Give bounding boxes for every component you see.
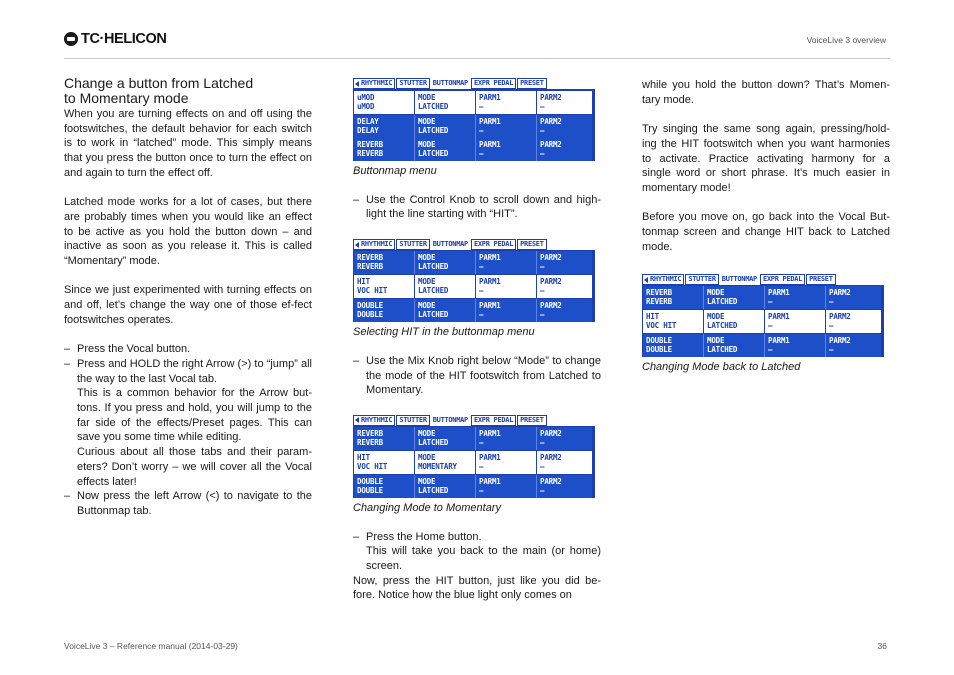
lcd-row — [354, 138, 592, 161]
lcd-cell: DOUBLE DOUBLE — [354, 475, 415, 498]
lcd-cell: PARM1 – — [765, 286, 826, 309]
lcd-tab: STUTTER — [396, 239, 429, 250]
lcd-tab: RHYTHMIC — [353, 239, 395, 250]
lcd-cell: MODE LATCHED — [415, 115, 476, 138]
list-item-note: Curious about all those tabs and their param-eters? Don’t worry – we will cover all the Vocal effects later! — [77, 446, 312, 488]
lcd-cell: MODE LATCHED — [415, 91, 476, 114]
step-list — [353, 530, 601, 574]
lcd-tab: STUTTER — [396, 415, 429, 426]
lcd-cell: DELAY DELAY — [354, 115, 415, 138]
lcd-cell: REVERB REVERB — [354, 427, 415, 450]
list-item: – Use the Control Knob to scroll down and high-light the line starting with “HIT”. — [353, 193, 601, 222]
lcd-screenshot-hit-selected — [353, 239, 595, 322]
figure-caption: Changing Mode back to Latched — [642, 361, 801, 374]
lcd-tab: BUTTONMAP — [432, 415, 468, 424]
page-number: 36 — [877, 641, 887, 651]
lcd-row — [643, 286, 881, 309]
column-1 — [64, 76, 312, 519]
lcd-cell: MODE LATCHED — [704, 334, 765, 357]
lcd-cell: REVERB REVERB — [354, 138, 415, 161]
lcd-tab: STUTTER — [685, 274, 718, 285]
paragraph: Since we just experimented with turning effects on and off, let’s change the way one of those ef-fect footswitches operates. — [64, 284, 312, 326]
lcd-cell: MODE LATCHED — [415, 251, 476, 274]
lcd-cell: PARM2 – — [540, 428, 562, 447]
lcd-tab: EXPR PEDAL — [471, 415, 516, 426]
lcd-cell: PARM2 – — [540, 93, 562, 111]
lcd-row — [354, 299, 592, 322]
lcd-screenshot-momentary — [353, 415, 595, 498]
lcd-rows — [353, 251, 595, 322]
lcd-tab: EXPR PEDAL — [471, 78, 516, 89]
lcd-tab: EXPR PEDAL — [760, 274, 805, 285]
lcd-cell: HIT VOC HIT — [354, 275, 415, 298]
lcd-screenshot-buttonmap — [353, 78, 595, 161]
running-header: VoiceLive 3 overview — [806, 35, 886, 45]
figure-caption: Buttonmap menu — [353, 165, 437, 177]
paragraph: Now, press the HIT button, just like you did be-fore. Notice how the blue light only comes on — [353, 574, 601, 602]
lcd-tab-bar — [642, 274, 884, 286]
lcd-tab: EXPR PEDAL — [471, 239, 516, 250]
lcd-cell: MODE LATCHED — [704, 286, 765, 309]
list-item: – Now press the left Arrow (<) to navigate to the Buttonmap tab. — [64, 489, 312, 518]
lcd-row — [354, 450, 592, 475]
lcd-cell: MODE LATCHED — [704, 310, 765, 333]
lcd-cell: DOUBLE DOUBLE — [643, 334, 704, 357]
lcd-cell: PARM1 – — [476, 138, 537, 161]
paragraph: Latched mode works for a lot of cases, but there are probably times when you would like an effect to be active as you hold the button down – and inactive as soon as you release it. This is called “Momentary” mode. — [64, 196, 312, 268]
lcd-tab-bar — [353, 78, 595, 90]
lcd-row — [354, 427, 592, 450]
lcd-tab: PRESET — [517, 415, 547, 426]
left-arrow-icon — [644, 277, 648, 283]
list-item-note: This is a common behavior for the Arrow but-tons. If you press and hold, you will jump to the far side of the effects/Preset pages. This can save you some time while editing. — [77, 387, 312, 444]
section-heading — [64, 76, 312, 106]
left-arrow-icon — [355, 417, 359, 423]
lcd-cell: PARM1 – — [476, 115, 537, 138]
step-list — [353, 354, 601, 398]
lcd-cell: PARM2 – — [829, 336, 851, 355]
lcd-cell: REVERB REVERB — [643, 286, 704, 309]
logo-text: TC·HELICON — [81, 31, 167, 47]
lcd-rows — [642, 286, 884, 357]
lcd-rows — [353, 427, 595, 498]
lcd-cell: PARM1 – — [476, 251, 537, 274]
step-list — [353, 193, 601, 222]
lcd-cell: PARM2 – — [540, 140, 562, 158]
lcd-tab-bar — [353, 239, 595, 251]
column-2 — [353, 78, 601, 603]
figure-caption: Changing Mode to Momentary — [353, 501, 501, 514]
figure-caption: Selecting HIT in the buttonmap menu — [353, 326, 535, 339]
lcd-cell: PARM2 – — [540, 117, 562, 135]
lcd-tab: PRESET — [806, 274, 836, 285]
lcd-row — [354, 475, 592, 498]
lcd-cell: PARM1 – — [476, 475, 537, 498]
lcd-tab: BUTTONMAP — [432, 240, 468, 249]
list-item: – Press the Home button. This will take you back to the main (or home) screen. — [353, 530, 601, 574]
lcd-row — [354, 115, 592, 138]
logo-mark-icon — [64, 32, 78, 46]
lcd-tab: STUTTER — [396, 78, 429, 89]
header-divider — [64, 58, 890, 59]
left-arrow-icon — [355, 81, 359, 87]
column-3 — [642, 78, 890, 375]
lcd-cell: PARM2 – — [540, 301, 562, 320]
lcd-cell: PARM2 – — [829, 288, 851, 307]
lcd-cell: HIT VOC HIT — [643, 310, 704, 333]
lcd-cell: PARM2 – — [540, 277, 562, 296]
lcd-cell: PARM1 – — [476, 91, 537, 114]
lcd-cell: PARM2 – — [829, 312, 851, 331]
step-list — [64, 342, 312, 518]
heading-line-1: Change a button from Latched — [64, 75, 254, 91]
lcd-screenshot-latched — [642, 274, 884, 357]
list-item-note: This will take you back to the main (or home) screen. — [366, 545, 601, 573]
lcd-rows — [353, 90, 595, 161]
lcd-cell: PARM2 – — [540, 476, 562, 495]
lcd-tab: BUTTONMAP — [721, 275, 757, 284]
list-item: – Press and HOLD the right Arrow (>) to “jump” all the way to the last Vocal tab. This is a common behavior for the Arrow but-tons. If you press and hold, you will jump to the far side of the effects/Preset pages. This can save you some time while editing. Curious about all those tabs and their param-eters? Don’t worry – we will cover all the Vocal effects later! — [64, 357, 312, 489]
lcd-cell: MODE LATCHED — [415, 275, 476, 298]
lcd-cell: MODE LATCHED — [415, 427, 476, 450]
list-item: – Use the Mix Knob right below “Mode” to change the mode of the HIT footswitch from Latched to Momentary. — [353, 354, 601, 398]
lcd-tab: PRESET — [517, 78, 547, 89]
left-arrow-icon — [355, 242, 359, 248]
lcd-cell: PARM1 – — [476, 299, 537, 322]
lcd-cell: REVERB REVERB — [354, 251, 415, 274]
lcd-cell: MODE LATCHED — [415, 475, 476, 498]
list-item: – Press the Vocal button. — [64, 342, 312, 357]
lcd-cell: PARM2 – — [540, 452, 562, 471]
paragraph: When you are turning effects on and off using the footswitches, the default behavior for each switch is to work in “latched” mode. This simply means that you press the button once to turn the effect on and again to turn the effect off. — [64, 108, 312, 179]
lcd-cell: PARM1 – — [765, 310, 826, 333]
lcd-cell: MODE LATCHED — [415, 299, 476, 322]
lcd-row — [354, 90, 592, 115]
lcd-tab: RHYTHMIC — [642, 274, 684, 285]
lcd-cell: uMOD uMOD — [354, 91, 415, 114]
lcd-row — [643, 334, 881, 357]
lcd-tab: BUTTONMAP — [432, 79, 468, 87]
paragraph: while you hold the button down? That’s Momen-tary mode. — [642, 79, 890, 106]
lcd-tab: RHYTHMIC — [353, 78, 395, 89]
lcd-row — [354, 251, 592, 274]
lcd-cell: DOUBLE DOUBLE — [354, 299, 415, 322]
lcd-cell: PARM1 – — [476, 275, 537, 298]
lcd-row — [354, 274, 592, 299]
lcd-cell: PARM1 – — [476, 427, 537, 450]
lcd-row — [643, 309, 881, 334]
heading-line-2: to Momentary mode — [64, 90, 189, 106]
lcd-cell: PARM1 – — [476, 451, 537, 474]
lcd-cell: MODE LATCHED — [415, 138, 476, 161]
lcd-cell: PARM1 – — [765, 334, 826, 357]
footer-manual-title: VoiceLive 3 – Reference manual (2014-03-29) — [64, 641, 238, 651]
lcd-cell: HIT VOC HIT — [354, 451, 415, 474]
paragraph: Before you move on, go back into the Vocal But-tonmap screen and change HIT back to Latched mode. — [642, 211, 890, 253]
lcd-tab: PRESET — [517, 239, 547, 250]
paragraph: Try singing the same song again, pressing/hold-ing the HIT footswitch when you want harmonies to activate. Practice activating harmony for a single word or short phrase. It’s much easier in momentary mode! — [642, 123, 890, 194]
lcd-cell: MODE MOMENTARY — [415, 451, 476, 474]
lcd-tab: RHYTHMIC — [353, 415, 395, 426]
brand-logo — [64, 30, 166, 48]
lcd-cell: PARM2 – — [540, 253, 562, 272]
lcd-tab-bar — [353, 415, 595, 427]
